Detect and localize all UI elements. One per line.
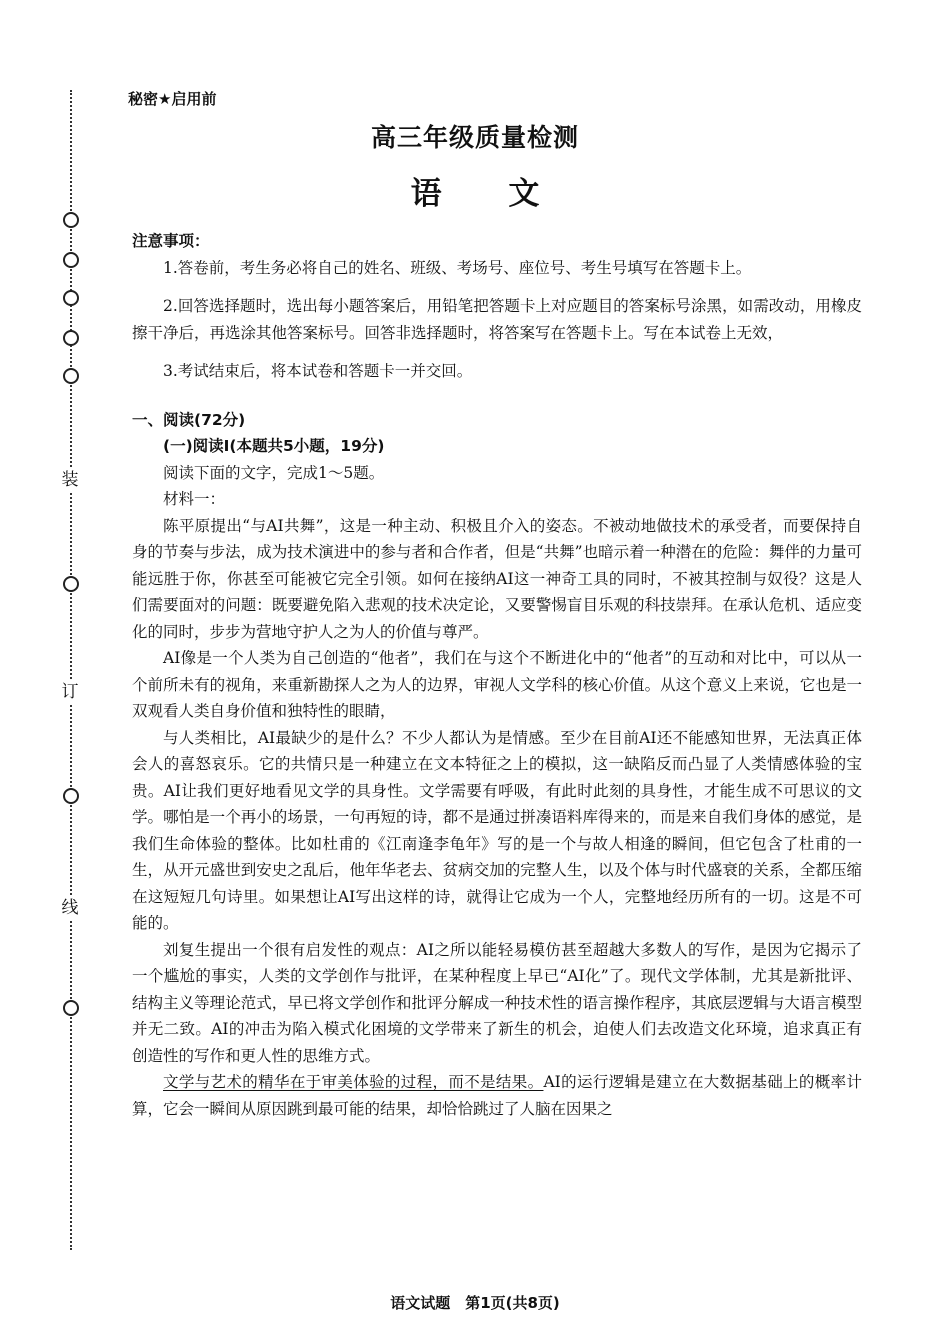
binding-char-xian: 线 (58, 896, 82, 920)
passage-paragraph-last (132, 1069, 862, 1122)
page-footer: 语文试题 第1页(共8页) (390, 1294, 560, 1312)
note-item: 1.答卷前，考生务必将自己的姓名、班级、考场号、座位号、考生号填写在答题卡上。 (163, 258, 752, 277)
note-item: 2.回答选择题时，选出每小题答案后，用铅笔把答题卡上对应题目的答案标号涂黑，如需改动，用橡皮擦干净后，再选涂其他答案标号。回答非选择题时，将答案写在答题卡上。写在本试卷上无效， (132, 297, 862, 342)
passage-paragraph: 刘复生提出一个很有启发性的观点：AI之所以能轻易模仿甚至超越大多数人的写作，是因为它揭示了一个尴尬的事实，人类的文学创作与批评，在某种程度上早已“AI化”了。现代文学体制，尤其是新批评、结构主义等理论范式，早已将文学创作和批评分解成一种技术性的语言操作程序，其底层逻辑与大语言模型并无二致。AI的冲击为陷入模式化困境的文学带来了新生的机会，迫使人们去改造文化环境，追求真正有创造性的写作和更人性的思维方式。 (132, 940, 862, 1065)
binding-char-zhuang: 装 (58, 468, 82, 492)
confidential-label: 秘密★启用前 (128, 90, 217, 108)
reading-instruction: 阅读下面的文字，完成1～5题。 (163, 463, 385, 482)
passage-paragraph: AI像是一个人类为自己创造的“他者”，我们在与这个不断进化中的“他者”的互动和对比中，可以从一个前所未有的视角，来重新勘探人之为人的边界，审视人文学科的核心价值。从这个意义上来说，它也是一双观看人类自身价值和独特性的眼睛， (132, 649, 862, 720)
passage-paragraph: 陈平原提出“与AI共舞”，这是一种主动、积极且介入的姿态。不被动地做技术的承受者，而要保持自身的节奏与步法，成为技术演进中的参与者和合作者，但是“共舞”也暗示着一种潜在的危险：舞伴的力量可能远胜于你，你甚至可能被它完全引领。如何在接纳AI这一神奇工具的同时，不被其控制与奴役？这是人们需要面对的问题：既要避免陷入悲观的技术决定论，又要警惕盲目乐观的科技崇拜。在承认危机、适应变化的同时，步步为营地守护人之为人的价值与尊严。 (132, 516, 862, 641)
underlined-sentence: 文学与艺术的精华在于审美体验的过程，而不是结果。 (163, 1073, 544, 1091)
notes-heading: 注意事项： (132, 232, 210, 250)
passage-paragraph: 与人类相比，AI最缺少的是什么？不少人都认为是情感。至少在目前AI还不能感知世界，无法真正体会人的喜怒哀乐。它的共情只是一种建立在文本特征之上的模拟，这一缺陷反而凸显了人类情感体验的宝贵。AI让我们更好地看见文学的具身性。文学需要有呼吸，有此时此刻的具身性，才能生成不可思议的文学。哪怕是一个再小的场景，一句再短的诗，都不是通过拼凑语料库得来的，而是来自我们身体的感觉，是我们生命体验的整体。比如杜甫的《江南逢李龟年》写的是一个与故人相逢的瞬间，但它包含了杜甫的一生，从开元盛世到安史之乱后，他年华老去、贫病交加的完整人生，以及个体与时代盛衰的关系，全都压缩在这短短几句诗里。如果想让AI写出这样的诗，就得让它成为一个人，完整地经历所有的一切。这是不可能的。 (132, 728, 862, 932)
paragraph-text: AI的运行逻辑是建立在大数据基础上的概率计算，它会一瞬间从原因跳到最可能的结果，却恰恰跳过了人脑在因果之 (132, 1073, 862, 1118)
section-heading: 一、阅读(72分) (132, 410, 246, 429)
exam-content (132, 228, 862, 1122)
note-item: 3.考试结束后，将本试卷和答题卡一并交回。 (163, 362, 473, 380)
subject-title: 语 文 (410, 176, 568, 212)
material-label: 材料一： (163, 490, 226, 508)
exam-title: 高三年级质量检测 (370, 123, 579, 152)
binding-char-ding: 订 (58, 680, 82, 704)
section-subheading: (一)阅读Ⅰ(本题共5小题，19分) (163, 437, 385, 455)
